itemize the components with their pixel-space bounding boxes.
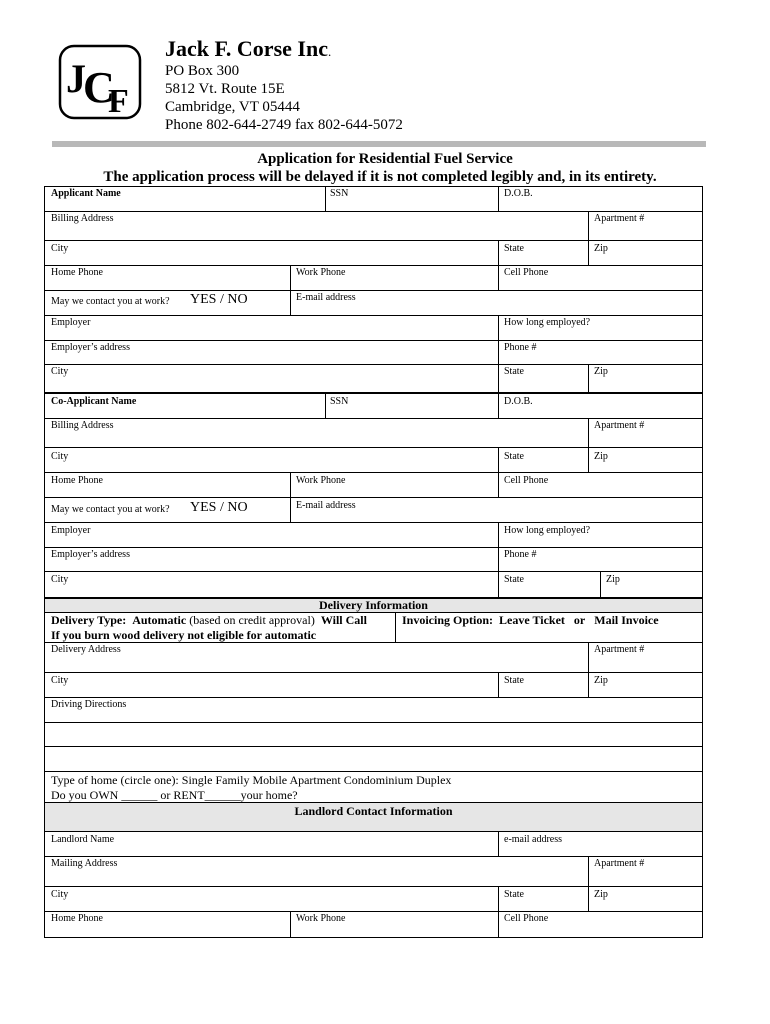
landlord-apt-field[interactable]: Apartment # xyxy=(594,858,645,869)
applicant-contact-work-label: May we contact you at work? xyxy=(51,296,170,307)
coapplicant-employer-zip-field[interactable]: Zip xyxy=(606,574,620,585)
applicant-ssn-field[interactable]: SSN xyxy=(330,188,349,199)
applicant-employer-field[interactable]: Employer xyxy=(51,317,91,328)
coapplicant-city-field[interactable]: City xyxy=(51,451,69,462)
delivery-state-field[interactable]: State xyxy=(504,675,524,686)
coapplicant-dob-field[interactable]: D.O.B. xyxy=(504,396,533,407)
landlord-zip-field[interactable]: Zip xyxy=(594,889,608,900)
applicant-dob-field[interactable]: D.O.B. xyxy=(504,188,533,199)
applicant-email-field[interactable]: E-mail address xyxy=(296,292,356,303)
wood-burning-note: If you burn wood delivery not eligible for automatic xyxy=(51,628,317,642)
coapplicant-apt-field[interactable]: Apartment # xyxy=(594,420,645,431)
coapplicant-name-field[interactable]: Co-Applicant Name xyxy=(51,396,137,407)
coapplicant-cell-phone-field[interactable]: Cell Phone xyxy=(504,475,549,486)
coapplicant-employer-city-field[interactable]: City xyxy=(51,574,69,585)
applicant-name-field[interactable]: Applicant Name xyxy=(51,188,121,199)
landlord-name-field[interactable]: Landlord Name xyxy=(51,834,115,845)
coapplicant-billing-field[interactable]: Billing Address xyxy=(51,420,114,431)
applicant-zip-field[interactable]: Zip xyxy=(594,243,608,254)
applicant-home-phone-field[interactable]: Home Phone xyxy=(51,267,103,278)
coapplicant-employer-address-field[interactable]: Employer’s address xyxy=(51,549,130,560)
applicant-employer-address-field[interactable]: Employer’s address xyxy=(51,342,130,353)
form-subtitle: The application process will be delayed if it is not completed legibly and, in its entirety. xyxy=(103,169,657,185)
company-name: Jack F. Corse Inc. xyxy=(165,36,332,61)
coapplicant-ssn-field[interactable]: SSN xyxy=(330,396,349,407)
coapplicant-how-long-field[interactable]: How long employed? xyxy=(504,525,591,536)
coapplicant-employer-field[interactable]: Employer xyxy=(51,525,91,536)
home-type-line[interactable]: Type of home (circle one): Single Family Mobile Apartment Condominium Duplex xyxy=(51,773,452,787)
delivery-city-field[interactable]: City xyxy=(51,675,69,686)
landlord-city-field[interactable]: City xyxy=(51,889,69,900)
form-title: Application for Residential Fuel Service xyxy=(257,151,513,167)
svg-text:F: F xyxy=(108,83,129,120)
applicant-state-field[interactable]: State xyxy=(504,243,524,254)
applicant-employer-zip-field[interactable]: Zip xyxy=(594,366,608,377)
company-logo xyxy=(58,44,142,120)
applicant-employer-phone-field[interactable]: Phone # xyxy=(504,342,537,353)
landlord-cell-phone-field[interactable]: Cell Phone xyxy=(504,913,549,924)
delivery-apt-field[interactable]: Apartment # xyxy=(594,644,645,655)
coapplicant-home-phone-field[interactable]: Home Phone xyxy=(51,475,103,486)
landlord-work-phone-field[interactable]: Work Phone xyxy=(296,913,346,924)
landlord-information-header: Landlord Contact Information xyxy=(294,804,453,818)
invoicing-option-line: Invoicing Option: Leave Ticket or Mail Invoice xyxy=(402,613,659,627)
address-line-2: 5812 Vt. Route 15E xyxy=(165,81,285,97)
landlord-mailing-field[interactable]: Mailing Address xyxy=(51,858,118,869)
landlord-state-field[interactable]: State xyxy=(504,889,524,900)
svg-text:J: J xyxy=(66,56,86,101)
coapplicant-email-field[interactable]: E-mail address xyxy=(296,500,356,511)
header-divider xyxy=(52,141,706,147)
coapplicant-state-field[interactable]: State xyxy=(504,451,524,462)
address-line-3: Cambridge, VT 05444 xyxy=(165,99,300,115)
applicant-apt-field[interactable]: Apartment # xyxy=(594,213,645,224)
delivery-information-header: Delivery Information xyxy=(319,598,428,612)
applicant-billing-field[interactable]: Billing Address xyxy=(51,213,114,224)
applicant-work-phone-field[interactable]: Work Phone xyxy=(296,267,346,278)
coapplicant-zip-field[interactable]: Zip xyxy=(594,451,608,462)
applicant-yes-no-choice[interactable]: YES / NO xyxy=(190,292,248,307)
address-line-1: PO Box 300 xyxy=(165,63,240,79)
applicant-employer-city-field[interactable]: City xyxy=(51,366,69,377)
coapplicant-work-phone-field[interactable]: Work Phone xyxy=(296,475,346,486)
delivery-address-field[interactable]: Delivery Address xyxy=(51,644,121,655)
delivery-type-line: Delivery Type: Automatic (based on credit approval) Will Call xyxy=(51,613,367,627)
coapplicant-employer-state-field[interactable]: State xyxy=(504,574,524,585)
own-rent-line[interactable]: Do you OWN ______ or RENT______your home? xyxy=(51,788,298,802)
applicant-how-long-field[interactable]: How long employed? xyxy=(504,317,591,328)
applicant-cell-phone-field[interactable]: Cell Phone xyxy=(504,267,549,278)
applicant-city-field[interactable]: City xyxy=(51,243,69,254)
driving-directions-field[interactable]: Driving Directions xyxy=(51,699,127,710)
svg-text:C: C xyxy=(83,63,115,112)
phone-fax-line: Phone 802-644-2749 fax 802-644-5072 xyxy=(165,117,403,133)
coapplicant-yes-no-choice[interactable]: YES / NO xyxy=(190,500,248,515)
coapplicant-employer-phone-field[interactable]: Phone # xyxy=(504,549,537,560)
landlord-email-field[interactable]: e-mail address xyxy=(504,834,563,845)
coapplicant-contact-work-label: May we contact you at work? xyxy=(51,504,170,515)
landlord-home-phone-field[interactable]: Home Phone xyxy=(51,913,103,924)
applicant-employer-state-field[interactable]: State xyxy=(504,366,524,377)
delivery-zip-field[interactable]: Zip xyxy=(594,675,608,686)
